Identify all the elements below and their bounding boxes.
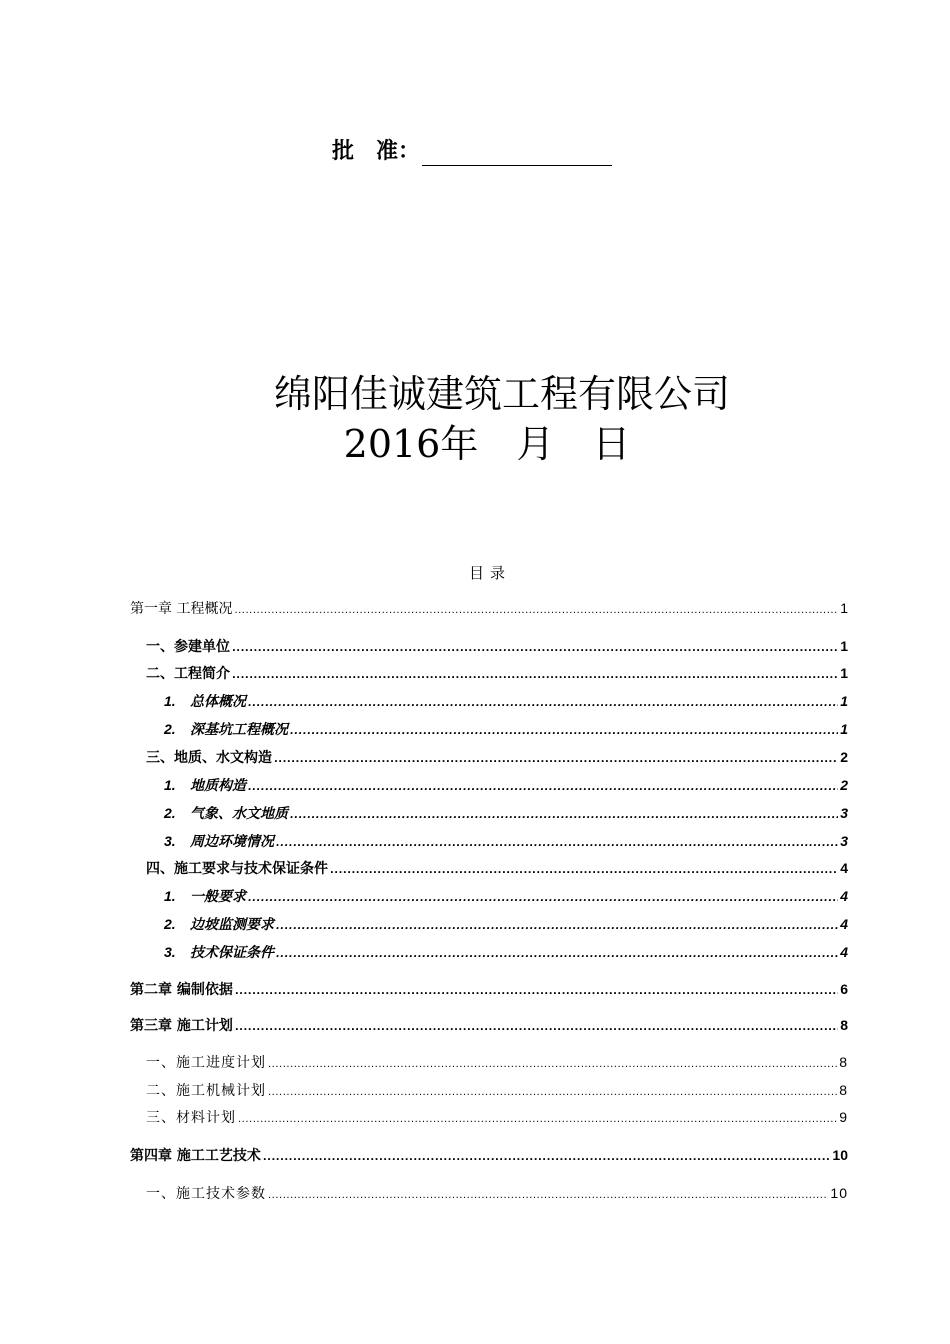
toc-entry-text: 气象、水文地质 <box>190 806 288 822</box>
toc-entry-label <box>164 886 246 907</box>
toc-entry-label: 第四章 施工工艺技术 <box>130 1148 261 1164</box>
toc-entry-number: 3. <box>164 833 176 849</box>
toc-entry-label <box>164 831 274 852</box>
toc-entry[interactable] <box>146 1107 848 1130</box>
toc-entry-page: 8 <box>840 1017 848 1033</box>
toc-entry[interactable] <box>130 979 848 1002</box>
toc-entry-page: 4 <box>840 888 848 904</box>
approval-line <box>332 134 612 166</box>
toc-leader-dots <box>276 834 838 854</box>
toc-entry-page: 8 <box>839 1054 848 1070</box>
toc-entry-label: 第三章 施工计划 <box>130 1018 233 1034</box>
approval-label: 批 准： <box>332 139 421 164</box>
toc-entry[interactable] <box>164 914 848 937</box>
toc-entry-page: 1 <box>840 665 848 681</box>
toc-entry-page: 1 <box>840 721 848 737</box>
toc-entry-label <box>164 691 246 712</box>
toc-entry-label: 第一章 工程概况 <box>130 601 233 617</box>
toc-entry-number: 1. <box>164 777 176 793</box>
toc-entry-label: 第二章 编制依据 <box>130 982 233 998</box>
toc-entry-number: 1. <box>164 888 176 904</box>
toc-entry-label: 二、施工机械计划 <box>146 1083 266 1099</box>
toc-title: 目录 <box>468 564 511 582</box>
toc-entry-page: 6 <box>840 981 848 997</box>
toc-entry-number: 2. <box>164 721 176 737</box>
toc-entry-label <box>164 942 274 963</box>
toc-leader-dots <box>234 601 838 621</box>
toc-entry-page: 2 <box>840 777 848 793</box>
toc-entry[interactable] <box>146 747 848 770</box>
toc-entry-page: 4 <box>840 944 848 960</box>
toc-entry-page: 9 <box>839 1109 848 1125</box>
toc-leader-dots <box>235 982 838 1002</box>
toc-leader-dots <box>268 1083 837 1103</box>
toc-entry-label <box>164 803 288 824</box>
toc-entry-number: 2. <box>164 916 176 932</box>
toc-leader-dots <box>263 1148 831 1168</box>
toc-leader-dots <box>248 889 838 909</box>
toc-entry-page: 4 <box>840 916 848 932</box>
toc-leader-dots <box>290 806 838 826</box>
company-name: 绵阳佳诚建筑工程有限公司 <box>273 372 730 416</box>
toc-entry-label: 二、工程简介 <box>146 666 230 682</box>
toc-entry[interactable] <box>146 1183 848 1206</box>
toc-leader-dots <box>330 861 838 881</box>
toc-entry-label <box>164 914 274 935</box>
toc-entry-text: 地质构造 <box>190 778 246 794</box>
toc-entry-text: 一般要求 <box>190 889 246 905</box>
toc-entry[interactable] <box>164 775 848 798</box>
toc-entry[interactable] <box>164 831 848 854</box>
toc-leader-dots <box>248 778 838 798</box>
toc-leader-dots <box>232 639 838 659</box>
toc-entry[interactable] <box>164 886 848 909</box>
toc-entry-label <box>164 775 246 796</box>
toc-leader-dots <box>235 1018 838 1038</box>
document-date: 2016年 月 日 <box>343 422 631 466</box>
toc-entry-label: 一、参建单位 <box>146 639 230 655</box>
toc-entry[interactable] <box>130 598 848 621</box>
approval-signature-blank <box>422 141 612 166</box>
toc-entry[interactable] <box>146 858 848 881</box>
toc-entry-page: 1 <box>840 693 848 709</box>
toc-leader-dots <box>274 750 838 770</box>
toc-entry-page: 1 <box>840 638 848 654</box>
toc-entry-text: 技术保证条件 <box>190 945 274 961</box>
toc-entry-page: 10 <box>832 1147 848 1163</box>
toc-entry-text: 周边环境情况 <box>190 834 274 850</box>
toc-entry-text: 深基坑工程概况 <box>190 722 288 738</box>
toc-entry[interactable] <box>164 719 848 742</box>
toc-entry-label: 三、材料计划 <box>146 1110 236 1126</box>
toc-entry[interactable] <box>130 1015 848 1038</box>
toc-entry-page: 8 <box>839 1082 848 1098</box>
toc-entry-label: 一、施工进度计划 <box>146 1055 266 1071</box>
toc-entry-page: 10 <box>830 1185 848 1201</box>
toc-entry[interactable] <box>146 663 848 686</box>
toc-entry-page: 3 <box>840 833 848 849</box>
toc-entry-page: 4 <box>840 860 848 876</box>
toc-leader-dots <box>268 1055 837 1075</box>
toc-entry-number: 3. <box>164 944 176 960</box>
toc-entry-text: 总体概况 <box>190 694 246 710</box>
toc-entry[interactable] <box>130 1145 848 1168</box>
toc-entry-label: 四、施工要求与技术保证条件 <box>146 861 328 877</box>
toc-entry[interactable] <box>164 803 848 826</box>
toc-leader-dots <box>290 722 838 742</box>
toc-leader-dots <box>248 694 838 714</box>
toc-entry-label: 三、地质、水文构造 <box>146 750 272 766</box>
toc-entry-label: 一、施工技术参数 <box>146 1186 266 1202</box>
toc-entry-text: 边坡监测要求 <box>190 917 274 933</box>
toc-entry[interactable] <box>146 1052 848 1075</box>
toc-entry-page: 2 <box>840 749 848 765</box>
toc-entry-page: 1 <box>840 600 848 616</box>
toc-entry[interactable] <box>164 691 848 714</box>
toc-entry-page: 3 <box>840 805 848 821</box>
toc-leader-dots <box>238 1110 837 1130</box>
toc-leader-dots <box>232 666 838 686</box>
toc-entry[interactable] <box>164 942 848 965</box>
toc-entry-number: 2. <box>164 805 176 821</box>
toc-entry-number: 1. <box>164 693 176 709</box>
toc-leader-dots <box>276 945 838 965</box>
toc-leader-dots <box>268 1186 828 1206</box>
toc-entry-label <box>164 719 288 740</box>
toc-entry[interactable] <box>146 1080 848 1103</box>
toc-entry[interactable] <box>146 636 848 659</box>
toc-leader-dots <box>276 917 838 937</box>
